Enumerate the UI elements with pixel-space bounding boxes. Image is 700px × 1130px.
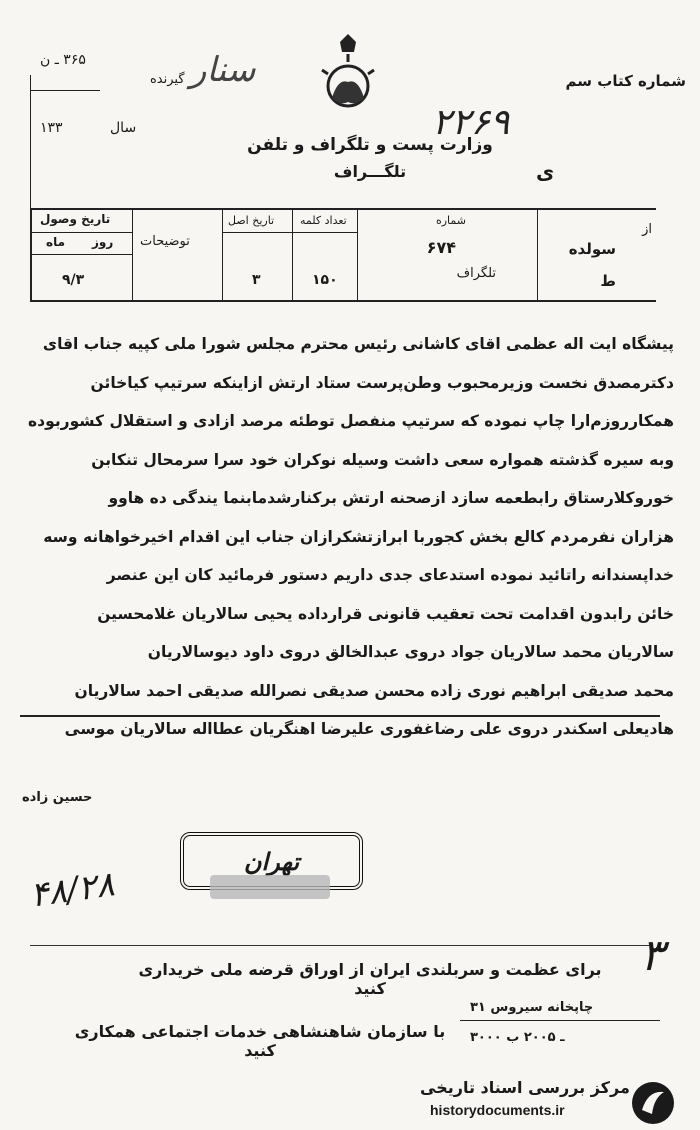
body-line: هادیعلی اسکندر دروی علی رضاغفوری علیرضا اهنگریان عطااله سالاریان موسی	[64, 720, 674, 738]
notes-label: توضیحات	[140, 234, 190, 249]
arrival-value: ۹/۳	[62, 272, 85, 288]
body-line: خائن رابدون اقدامت تحت تعقیب قانونی قرارداده یحیی سالاریان غلامحسین	[97, 604, 674, 623]
body-line: دکترمصدق نخست وزیرمحبوب وطن‌پرست ستاد ارتش ازاینکه سرتیپ کیاخائن	[90, 373, 674, 392]
year-label: سال	[110, 120, 137, 136]
body-line: خوروکلارستاق رابطعمه سازد ازصحنه ارتش برکنارشدمابنما یندگی ده هاوو	[108, 489, 674, 507]
origin-label: سولده	[568, 240, 616, 258]
year-value: ۱۳۳	[40, 120, 63, 136]
watermark-title: مرکز بررسی اسناد تاریخی	[420, 1078, 630, 1097]
archive-logo-icon	[630, 1080, 676, 1126]
number-value: ۶۷۴	[426, 238, 456, 257]
type-value: تلگراف	[456, 266, 496, 281]
header-left-rule	[30, 75, 31, 210]
footer-separator	[30, 945, 650, 946]
header-top-rule	[30, 90, 100, 91]
body-line: محمد صدیقی ابراهیم نوری زاده محسن صدیقی نصرالله صدیقی احمد سالاریان	[74, 681, 674, 700]
ministry-title: وزارت پست و تلگراف و تلفن	[247, 135, 493, 155]
corner-number: ۳	[640, 930, 664, 981]
body-line: پیشگاه ایت اله عظمی اقای کاشانی رئیس محترم مجلس شورا ملی کپیه جناب اقای	[42, 335, 674, 353]
lion-and-sun-emblem-icon	[318, 34, 378, 124]
reference-number: ۳۶۵ ـ ن	[40, 52, 86, 68]
footer-slogan-social: با سازمان شاهنشاهی خدمات اجتماعی همکاری کنید	[74, 1022, 446, 1060]
handwritten-margin-note: ۴۸/۲۸	[27, 864, 117, 916]
watermark-site[interactable]: historydocuments.ir	[430, 1102, 565, 1118]
words-value: ۱۵۰	[312, 272, 338, 288]
body-line: وبه سیره گذشته همواره سعی داشت وسیله نوکران خود سرا سرمحال تنکابن	[91, 450, 674, 469]
month-label: ماه	[46, 235, 66, 249]
origin-sub: ط	[600, 272, 616, 290]
book-number-label: شماره کتاب سم	[565, 72, 686, 90]
body-line: خداپسندانه راتائید نموده استدعای جدی داریم دستور فرمائید کان این عنصر	[106, 566, 674, 584]
side-letter: ی	[536, 160, 555, 184]
words-label: تعداد کلمه	[300, 214, 347, 227]
tehran-stamp: تهران	[180, 832, 363, 890]
registration-number: ۲۲۶۹	[432, 102, 510, 143]
printer-label: چاپخانه سیروس ۳۱	[470, 1000, 594, 1015]
handwritten-scribble: سنار	[190, 50, 256, 90]
date-value: ۳	[252, 272, 261, 288]
body-line: سالاریان محمد سالاریان جواد دروی عبدالخالق دروی داود دیوسالاریان	[147, 643, 674, 661]
signature-name: حسین زاده	[22, 790, 93, 805]
receiver-label: گیرنده	[150, 72, 185, 87]
body-line: هزاران نفرمردم کالع بخش کجوربا ابرازتشکرازان جناب این اقدام اخیرخواهانه وسه	[43, 527, 674, 546]
date-label: تاریخ اصل	[228, 214, 275, 227]
telegram-form-table	[30, 208, 656, 302]
faded-stamp	[210, 875, 330, 899]
printer-number: ۳۰۰۰ ـ ۲۰۰۵ ب	[470, 1030, 565, 1045]
strike-line	[20, 715, 660, 717]
day-label: روز	[92, 235, 114, 249]
body-line: همکارروزم‌ارا چاپ نموده که سرتیپ منفصل توطئه مرصد ازادی و استقلال کشوربوده	[28, 412, 674, 430]
arrival-label: تاریخ وصول	[40, 212, 111, 226]
telegram-body	[22, 325, 674, 749]
footer-slogan-bonds: برای عظمت و سربلندی ایران از اوراق قرضه ملی خریداری کنید	[138, 960, 602, 998]
printer-rule	[460, 1020, 660, 1021]
number-label: شماره	[435, 214, 466, 227]
department-title: تلگـــراف	[333, 162, 407, 181]
from-label: از	[642, 222, 652, 237]
